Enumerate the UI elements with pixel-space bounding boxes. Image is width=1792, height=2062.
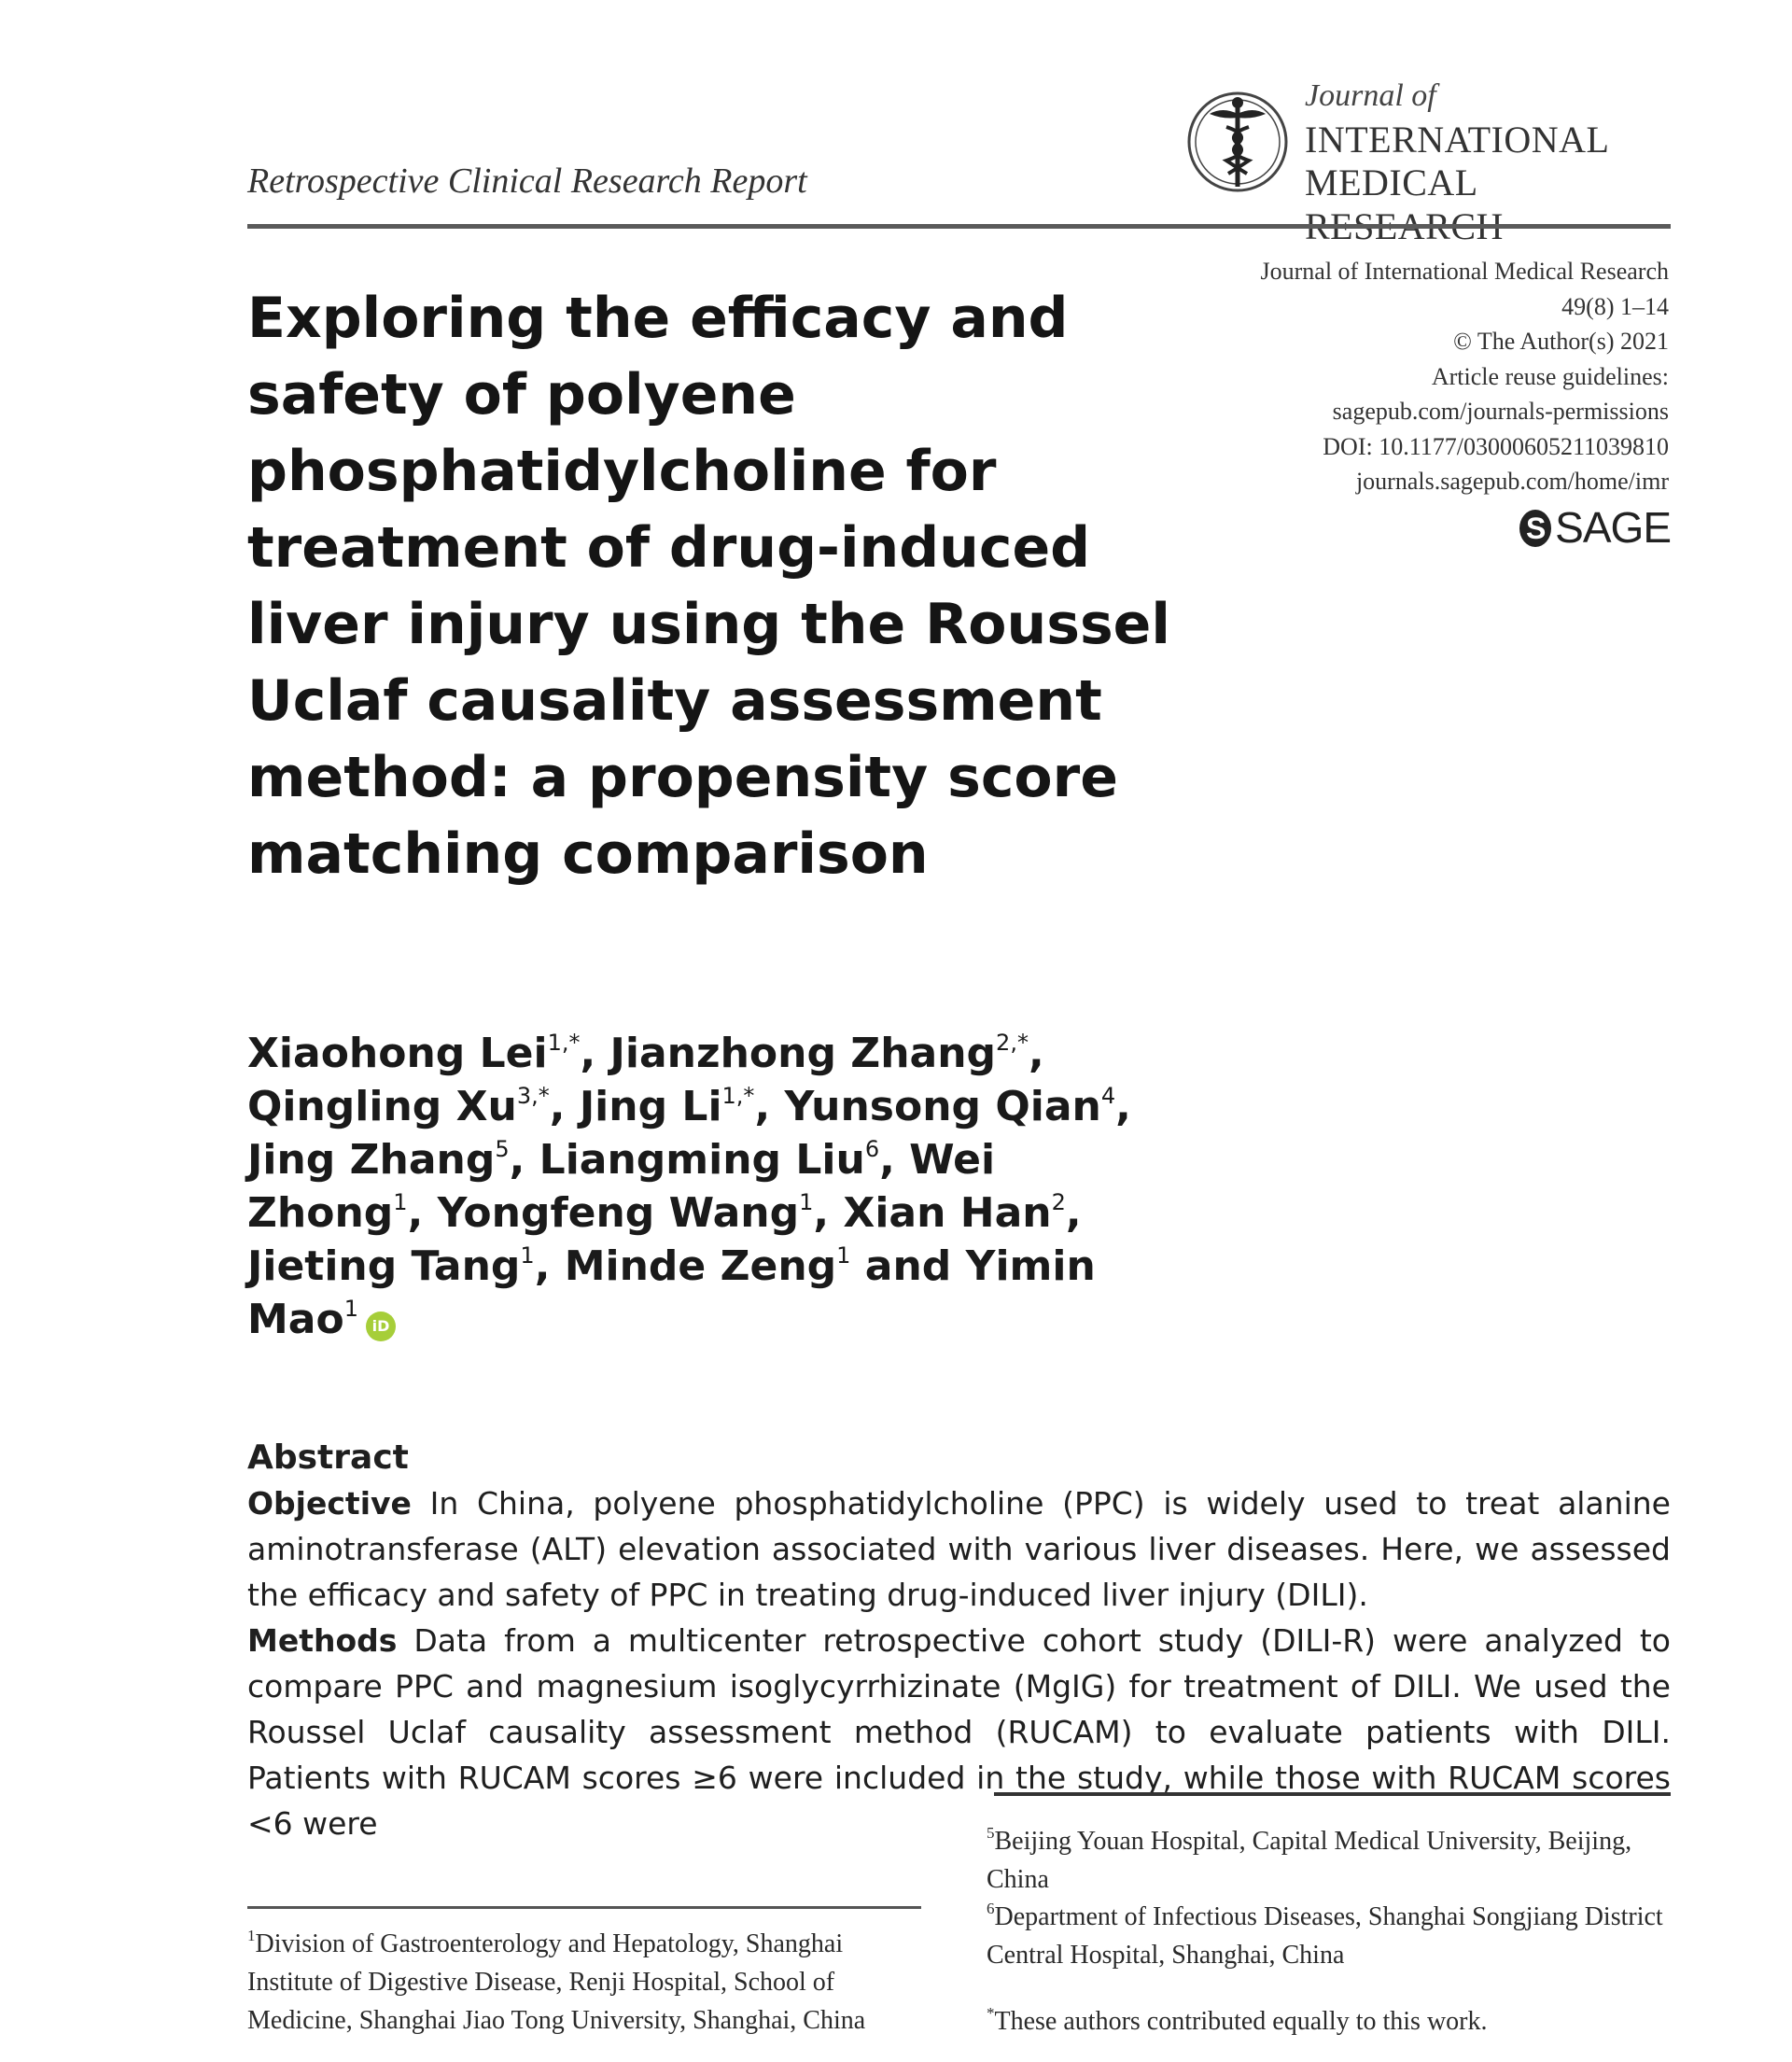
- author-name: Jing Zhang: [247, 1136, 496, 1184]
- author-joiner: and: [864, 1242, 952, 1290]
- author-name: Xian Han: [843, 1189, 1052, 1237]
- methods-text: Data from a multicenter retrospective cohort study (DILI-R) were analyzed to compare PPC and magnesium isoglycyrrhizinate (MgIG) for treatment of DILI. We used the Roussel Uclaf causality assessment method (RUCAM) to evaluate patients with DILI. Patients with RUCAM scores ≥6 were included in the study, while those with RUCAM scores <6 were: [247, 1622, 1671, 1842]
- author-affiliation-marker: 1,*: [721, 1083, 755, 1109]
- author-affiliation-marker: 2: [1051, 1189, 1066, 1215]
- author-affiliation-marker: 1: [836, 1242, 851, 1269]
- sage-wordmark: SAGE: [1555, 503, 1671, 552]
- footnote-divider: [247, 1906, 921, 1909]
- meta-volume: 49(8) 1–14: [1561, 292, 1669, 320]
- abstract-box-rule: [994, 1792, 1671, 1796]
- journal-logo-line1: INTERNATIONAL: [1305, 119, 1610, 161]
- author-name: Yunsong Qian: [784, 1083, 1101, 1130]
- author-name: Yimin Mao: [247, 1242, 1096, 1343]
- author-affiliation-marker: 3,*: [516, 1083, 550, 1109]
- author-affiliation-marker: 1: [799, 1189, 814, 1215]
- author-name: Yongfeng Wang: [437, 1189, 800, 1237]
- journal-logo: [1185, 75, 1671, 247]
- sage-mark-icon: S: [1519, 510, 1551, 547]
- author-affiliation-marker: 5: [495, 1136, 510, 1162]
- article-title: Exploring the efficacy and safety of polyene phosphatidylcholine for treatment of drug-induced liver injury using the Roussel Uclaf causality assessment method: a propensity score matching comparison: [247, 286, 1170, 887]
- journal-logo-line2: MEDICAL RESEARCH: [1305, 161, 1504, 247]
- author-affiliation-marker: 1: [393, 1189, 408, 1215]
- abstract-objective: [247, 1480, 1671, 1618]
- abstract-section: [247, 1436, 1671, 1846]
- footnote-affiliation-1: $^1$Division of Gastroenterology and Hepatology, Shanghai Institute of Digestive Disease, Renji Hospital, School of Medicine, Shanghai Jiao Tong University, Shanghai, China: [247, 1927, 866, 2035]
- author-name: Qingling Xu: [247, 1083, 517, 1130]
- author-name: Jianzhong Zhang: [609, 1030, 997, 1077]
- footnote-affiliation-5: $^5$Beijing Youan Hospital, Capital Medical University, Beijing, China: [987, 1824, 1632, 1894]
- sage-logo: [1519, 502, 1671, 553]
- author-name: Minde Zeng: [564, 1242, 837, 1290]
- author-name: Jieting Tang: [247, 1242, 521, 1290]
- report-type-label: Retrospective Clinical Research Report: [247, 161, 807, 201]
- author-affiliation-marker: 1: [520, 1242, 535, 1269]
- author-affiliation-marker: 1: [343, 1296, 358, 1322]
- author-affiliation-marker: 6: [864, 1136, 880, 1162]
- meta-journal: Journal of International Medical Research: [1260, 258, 1669, 285]
- objective-label: Objective: [247, 1485, 412, 1522]
- abstract-heading: Abstract: [247, 1438, 409, 1477]
- author-name: Liangming Liu: [539, 1136, 865, 1184]
- footnote-affiliation-6: $^6$Department of Infectious Diseases, Shanghai Songjiang District Central Hospital, Shanghai, China: [987, 1900, 1663, 1970]
- abstract-methods: [247, 1618, 1671, 1846]
- author-name: Jing Li: [579, 1083, 722, 1130]
- methods-label: Methods: [247, 1622, 398, 1659]
- caduceus-icon: [1185, 82, 1290, 203]
- article-meta: [1146, 254, 1669, 499]
- author-affiliation-marker: 2,*: [996, 1030, 1029, 1056]
- orcid-icon[interactable]: iD: [366, 1312, 396, 1341]
- journal-logo-of: Journal of: [1305, 78, 1436, 113]
- author-affiliation-marker: 4: [1100, 1083, 1116, 1109]
- meta-doi[interactable]: DOI: 10.1177/03000605211039810: [1323, 432, 1669, 460]
- footnote-equal-contribution: *These authors contributed equally to this work.: [987, 2004, 1488, 2036]
- objective-text: In China, polyene phosphatidylcholine (PPC) is widely used to treat alanine aminotransferase (ALT) elevation associated with various liver diseases. Here, we assessed the efficacy and safety of PPC in treating drug-induced liver injury (DILI).: [247, 1485, 1671, 1613]
- author-name: Wei Zhong: [247, 1136, 996, 1237]
- meta-homepage-link[interactable]: journals.sagepub.com/home/imr: [1355, 468, 1669, 495]
- header-divider: [247, 224, 1671, 229]
- meta-copyright: © The Author(s) 2021: [1453, 328, 1669, 355]
- meta-reuse-link[interactable]: sagepub.com/journals-permissions: [1332, 398, 1669, 425]
- author-name: Xiaohong Lei: [247, 1030, 548, 1077]
- meta-reuse-label: Article reuse guidelines:: [1431, 362, 1669, 390]
- author-affiliation-marker: 1,*: [547, 1030, 581, 1056]
- author-list: Xiaohong Lei$^{1,*}$, Jianzhong Zhang$^{2,*}$, Qingling $Xu^{3,*}$, Jing $Li^{1,*}$, Yunsong Qian$^4$, Jing Zhang$^5$, Liangming Liu$^6$, Wei Zhong$^1$, Yongfeng Wang$^1$, Xian Han$^2$, Jieting Tang$^1$, Minde Zeng$^1$ and Yimin Mao$^1$iD: [247, 1030, 1131, 1343]
